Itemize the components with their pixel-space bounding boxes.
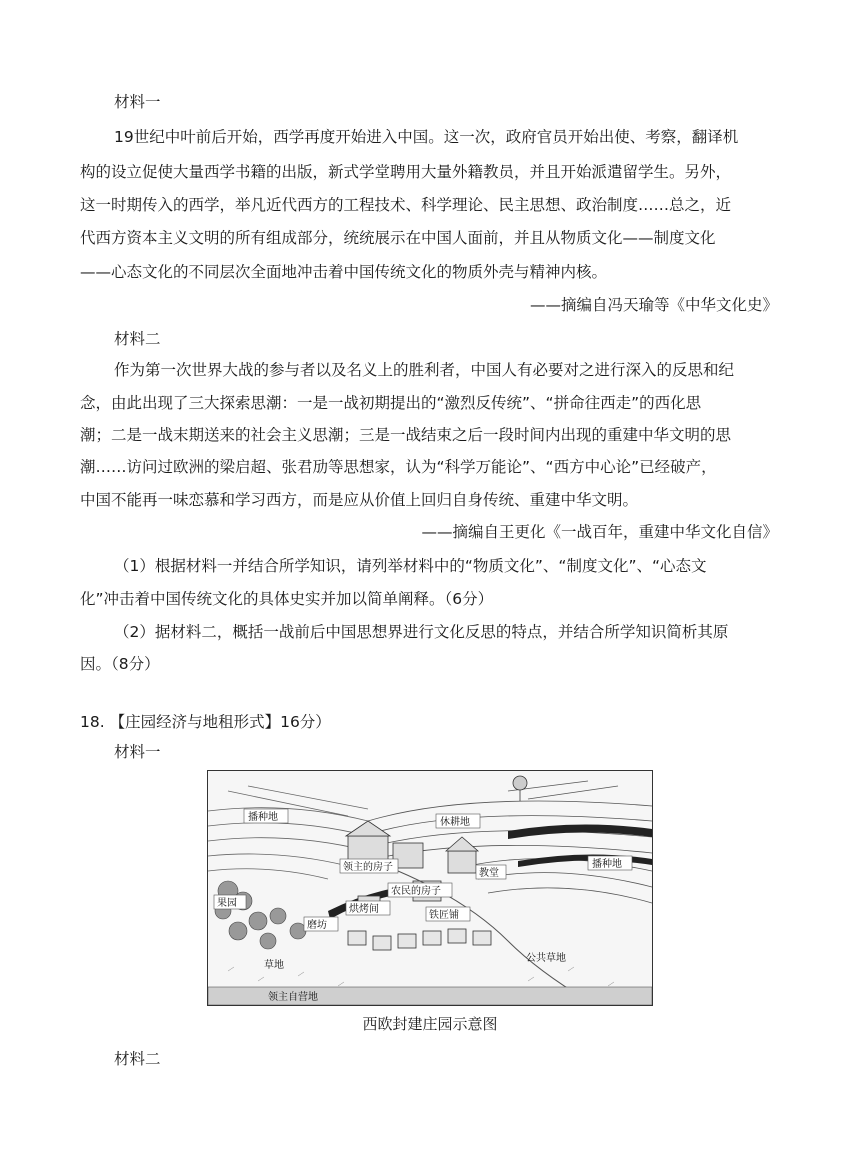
label-fallow: 休耕地 [440,817,470,828]
material1-line-4: 代西方资本主义文明的所有组成部分，统统展示在中国人面前，并且从物质文化——制度文化 [80,229,716,247]
label-common-meadow: 公共草地 [526,953,566,964]
material1-line-3: 这一时期传入的西学，举凡近代西方的工程技术、科学理论、民主思想、政治制度……总之，近 [80,196,732,214]
question-2-line-1: （2）据材料二，概括一战前后中国思想界进行文化反思的特点，并结合所学知识简析其原 [114,623,729,641]
label-orchard: 果园 [217,898,237,909]
question-2-line-2: 因。（8分） [80,655,160,673]
label-meadow: 草地 [264,960,284,971]
material2-line-4: 潮……访问过欧洲的梁启超、张君劢等思想家，认为“科学万能论”、“西方中心论”已经破产， [80,458,717,476]
label-sowing-right: 播种地 [592,859,622,870]
label-oven: 烘烤间 [349,904,379,915]
material1-source: ——摘编自冯天瑜等《中华文化史》 [529,296,778,314]
label-peasant-houses: 农民的房子 [391,886,441,897]
material2-line-5: 中国不能再一味恋慕和学习西方，而是应从价值上回归自身传统、重建中华文明。 [80,491,639,509]
material2-heading: 材料二 [114,330,161,348]
label-lord-house: 领主的房子 [343,862,393,873]
q18-material1-heading: 材料一 [114,743,161,761]
material1-line-5: ——心态文化的不同层次全面地冲击着中国传统文化的物质外壳与精神内核。 [80,263,608,281]
material2-line-1: 作为第一次世界大战的参与者以及名义上的胜利者，中国人有必要对之进行深入的反思和纪 [114,361,735,379]
material2-line-3: 潮；二是一战末期送来的社会主义思潮；三是一战结束之后一段时间内出现的重建中华文明的思 [80,426,732,444]
material2-source: ——摘编自王更化《一战百年，重建中华文化自信》 [421,523,778,541]
label-mill: 磨坊 [307,920,327,931]
material2-line-2: 念，由此出现了三大探索思潮：一是一战初期提出的“激烈反传统”、“拼命往西走”的西化思 [80,394,702,412]
question-18-title: 18. 【庄园经济与地租形式】16分） [80,713,331,731]
question-1-line-2: 化”冲击着中国传统文化的具体史实并加以简单阐释。（6分） [80,590,494,608]
figure-caption: 西欧封建庄园示意图 [362,1015,498,1033]
label-blacksmith: 铁匠铺 [429,910,459,921]
label-sowing-left: 播种地 [248,812,278,823]
q18-material2-heading: 材料二 [114,1050,161,1068]
label-church: 教堂 [479,868,499,879]
question-1-line-1: （1）根据材料一并结合所学知识，请列举材料中的“物质文化”、“制度文化”、“心态文 [114,557,707,575]
material1-line-2: 构的设立促使大量西学书籍的出版，新式学堂聘用大量外籍教员，并且开始派遣留学生。另外， [80,163,732,181]
manor-illustration [207,770,653,1006]
material1-heading: 材料一 [114,93,161,111]
material1-line-1: 19世纪中叶前后开始，西学再度开始进入中国。这一次，政府官员开始出使、考察，翻译机 [114,128,739,146]
label-lord-demesne: 领主自营地 [268,992,318,1003]
